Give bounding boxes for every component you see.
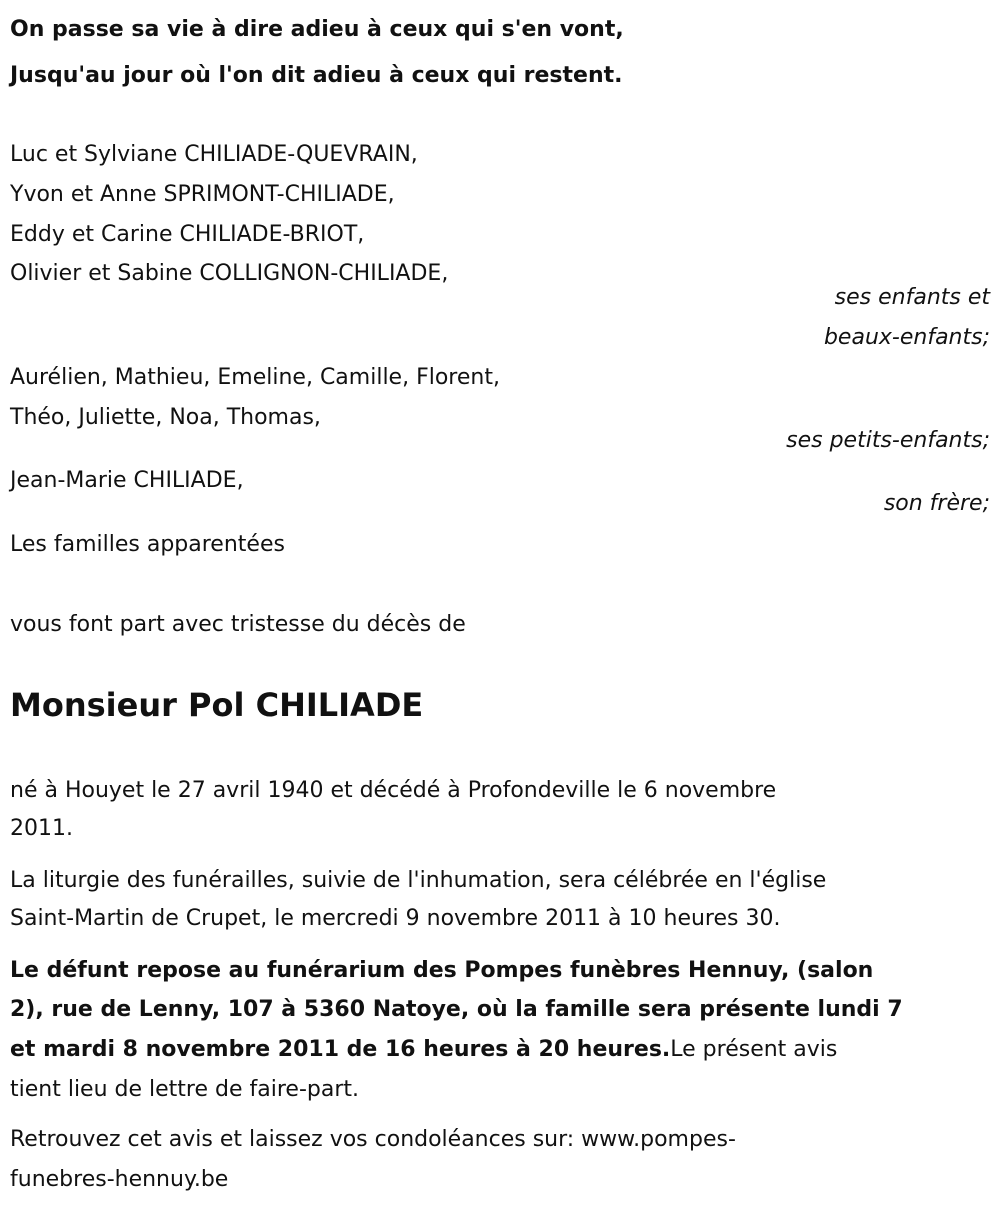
liturgy: Saint-Martin de Crupet, le mercredi 9 novembre 2011 à 10 heures 30. bbox=[10, 906, 781, 931]
brother-relation: son frère; bbox=[883, 491, 990, 516]
funerarium: 2), rue de Lenny, 107 à 5360 Natoye, où la famille sera présente lundi 7 bbox=[10, 997, 903, 1022]
funerarium-tail: tient lieu de lettre de faire-part. bbox=[10, 1077, 359, 1102]
grandchildren-relation: ses petits-enfants; bbox=[786, 428, 990, 453]
birth-death: né à Houyet le 27 avril 1940 et décédé à Profondeville le 6 novembre bbox=[10, 778, 777, 803]
birth-death: 2011. bbox=[10, 816, 73, 841]
quote-line-2: Jusqu'au jour où l'on dit adieu à ceux qui restent. bbox=[10, 63, 623, 88]
child-couple: Olivier et Sabine COLLIGNON-CHILIADE, bbox=[10, 261, 449, 286]
announcement: vous font part avec tristesse du décès de bbox=[10, 612, 466, 637]
child-couple: Luc et Sylviane CHILIADE-QUEVRAIN, bbox=[10, 142, 418, 167]
website-link[interactable]: funebres-hennuy.be bbox=[10, 1167, 229, 1192]
funerarium: et mardi 8 novembre 2011 de 16 heures à 20 heures. bbox=[10, 1037, 671, 1062]
funerarium-tail: Le présent avis bbox=[670, 1037, 838, 1062]
funerarium-line bbox=[10, 1036, 837, 1064]
website: Retrouvez cet avis et laissez vos condoléances sur: www.pompes- bbox=[10, 1127, 736, 1152]
grandchildren: Aurélien, Mathieu, Emeline, Camille, Florent, bbox=[10, 365, 500, 390]
grandchildren: Théo, Juliette, Noa, Thomas, bbox=[10, 405, 321, 430]
children-relation: beaux-enfants; bbox=[823, 325, 990, 350]
families: Les familles apparentées bbox=[10, 532, 285, 557]
child-couple: Yvon et Anne SPRIMONT-CHILIADE, bbox=[10, 182, 395, 207]
children-relation: ses enfants et bbox=[834, 285, 990, 310]
quote-line-1: On passe sa vie à dire adieu à ceux qui s'en vont, bbox=[10, 17, 624, 42]
funerarium: Le défunt repose au funérarium des Pompes funèbres Hennuy, (salon bbox=[10, 958, 874, 983]
deceased-name: Monsieur Pol CHILIADE bbox=[10, 686, 424, 724]
liturgy: La liturgie des funérailles, suivie de l'inhumation, sera célébrée en l'église bbox=[10, 868, 827, 893]
child-couple: Eddy et Carine CHILIADE-BRIOT, bbox=[10, 222, 365, 247]
brother: Jean-Marie CHILIADE, bbox=[10, 468, 244, 493]
